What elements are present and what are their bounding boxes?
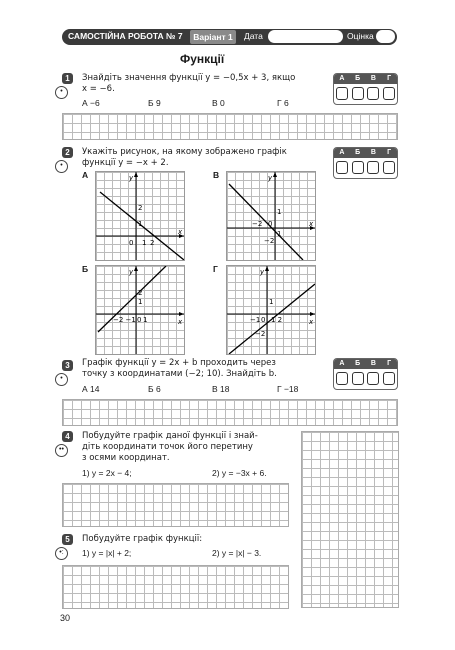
grade-label: Оцінка bbox=[347, 31, 374, 41]
graph-v[interactable] bbox=[226, 171, 316, 261]
option-a[interactable]: А 14 bbox=[82, 384, 100, 394]
option-b[interactable]: Б 9 bbox=[148, 98, 161, 108]
svg-text:2: 2 bbox=[150, 239, 155, 247]
worksheet-title: САМОСТІЙНА РОБОТА № 7 bbox=[68, 31, 183, 41]
graph-a-svg bbox=[96, 172, 184, 260]
graph-b[interactable] bbox=[95, 265, 185, 355]
svg-text:1: 1 bbox=[277, 208, 282, 216]
svg-text:−2 −1: −2 −1 bbox=[113, 316, 136, 324]
svg-text:x: x bbox=[309, 318, 314, 326]
svg-text:−2: −2 bbox=[264, 237, 275, 245]
svg-text:x: x bbox=[178, 318, 183, 326]
grade-field[interactable] bbox=[376, 30, 395, 43]
svg-text:2: 2 bbox=[138, 289, 143, 297]
graph-g[interactable] bbox=[226, 265, 316, 355]
answer-cell[interactable] bbox=[367, 161, 379, 174]
question-number: 4 bbox=[62, 431, 73, 442]
svg-text:0: 0 bbox=[129, 239, 134, 247]
answer-cell[interactable] bbox=[336, 87, 348, 100]
answer-letter: В bbox=[370, 75, 376, 82]
question-number: 5 bbox=[62, 534, 73, 545]
q4-part1: 1) y = 2x − 4; bbox=[82, 468, 132, 478]
question-number: 2 bbox=[62, 147, 73, 158]
option-g[interactable]: Г −18 bbox=[277, 384, 299, 394]
svg-text:1: 1 bbox=[277, 230, 282, 238]
page-number: 30 bbox=[60, 613, 71, 623]
answer-letter: А bbox=[339, 360, 345, 367]
graph-label-b: Б bbox=[82, 264, 89, 274]
difficulty-icon: • bbox=[55, 373, 68, 386]
svg-text:1: 1 bbox=[142, 239, 147, 247]
svg-text:2: 2 bbox=[138, 204, 143, 212]
answer-letter: В bbox=[370, 360, 376, 367]
answer-grid[interactable] bbox=[62, 399, 398, 426]
svg-text:1 2: 1 2 bbox=[271, 316, 283, 324]
difficulty-icon: •• bbox=[55, 444, 68, 457]
answer-grid[interactable] bbox=[62, 565, 289, 609]
answer-cell[interactable] bbox=[336, 372, 348, 385]
question-line: Побудуйте графік даної функції і знай- bbox=[82, 431, 258, 441]
graph-label-g: Г bbox=[213, 264, 218, 274]
svg-text:x: x bbox=[309, 220, 314, 228]
svg-text:1: 1 bbox=[269, 298, 274, 306]
variant-label: Варіант 1 bbox=[193, 32, 233, 42]
question-text bbox=[82, 147, 322, 169]
svg-text:−2: −2 bbox=[252, 220, 263, 228]
svg-text:x: x bbox=[178, 228, 183, 236]
graph-label-a: А bbox=[82, 170, 89, 180]
answer-box[interactable] bbox=[333, 73, 398, 105]
answer-letter: Б bbox=[355, 360, 361, 367]
answer-box[interactable] bbox=[333, 147, 398, 179]
svg-text:0: 0 bbox=[137, 316, 142, 324]
answer-letter: Г bbox=[387, 75, 392, 82]
svg-text:−2: −2 bbox=[255, 330, 266, 338]
option-b[interactable]: Б 6 bbox=[148, 384, 161, 394]
answer-cell[interactable] bbox=[383, 87, 395, 100]
difficulty-icon: •: bbox=[55, 547, 68, 560]
svg-text:y: y bbox=[129, 268, 134, 276]
answer-letter: В bbox=[370, 149, 376, 156]
plot-grid[interactable] bbox=[301, 431, 399, 608]
answer-cell[interactable] bbox=[352, 87, 364, 100]
answer-letter: Г bbox=[387, 149, 392, 156]
q5-part1: 1) y = |x| + 2; bbox=[82, 548, 132, 558]
svg-text:y: y bbox=[260, 268, 265, 276]
answer-box[interactable] bbox=[333, 358, 398, 390]
question-text bbox=[82, 73, 322, 95]
section-title: Функції bbox=[180, 52, 225, 66]
graph-v-svg bbox=[227, 172, 315, 260]
answer-letter: Г bbox=[387, 360, 392, 367]
answer-cell[interactable] bbox=[352, 161, 364, 174]
question-line: Знайдіть значення функції y = −0,5x + 3, якщо bbox=[82, 73, 296, 83]
difficulty-icon: • bbox=[55, 160, 68, 173]
svg-text:y: y bbox=[268, 174, 273, 182]
graph-g-svg bbox=[227, 266, 315, 354]
q4-part2: 2) y = −3x + 6. bbox=[212, 468, 267, 478]
answer-cell[interactable] bbox=[352, 372, 364, 385]
question-number: 3 bbox=[62, 360, 73, 371]
answer-cell[interactable] bbox=[367, 87, 379, 100]
answer-letter: А bbox=[339, 75, 345, 82]
svg-text:1: 1 bbox=[138, 220, 143, 228]
difficulty-icon: • bbox=[55, 86, 68, 99]
question-text bbox=[82, 358, 322, 380]
option-g[interactable]: Г 6 bbox=[277, 98, 289, 108]
answer-letter: Б bbox=[355, 149, 361, 156]
graph-b-svg bbox=[96, 266, 184, 354]
svg-text:−1: −1 bbox=[250, 316, 261, 324]
svg-text:0: 0 bbox=[268, 220, 273, 228]
graph-a[interactable] bbox=[95, 171, 185, 261]
option-v[interactable]: В 18 bbox=[212, 384, 230, 394]
svg-text:0: 0 bbox=[261, 316, 266, 324]
answer-cell[interactable] bbox=[336, 161, 348, 174]
question-line: Графік функції y = 2x + b проходить через bbox=[82, 358, 276, 368]
answer-grid[interactable] bbox=[62, 483, 289, 527]
question-line: з осями координат. bbox=[82, 453, 170, 463]
question-number: 1 bbox=[62, 73, 73, 84]
svg-text:1: 1 bbox=[143, 316, 148, 324]
answer-cell[interactable] bbox=[367, 372, 379, 385]
graph-label-v: В bbox=[213, 170, 220, 180]
answer-cell[interactable] bbox=[383, 161, 395, 174]
question-line: функції y = −x + 2. bbox=[82, 158, 169, 168]
question-line: x = −6. bbox=[82, 84, 115, 94]
option-a[interactable]: А −6 bbox=[82, 98, 100, 108]
question-line: Побудуйте графік функції: bbox=[82, 534, 203, 544]
svg-text:1: 1 bbox=[138, 298, 143, 306]
question-line: Укажіть рисунок, на якому зображено графік bbox=[82, 147, 287, 157]
question-text bbox=[82, 534, 292, 545]
date-field[interactable] bbox=[268, 30, 343, 43]
option-v[interactable]: В 0 bbox=[212, 98, 225, 108]
q5-part2: 2) y = |x| − 3. bbox=[212, 548, 262, 558]
answer-grid[interactable] bbox=[62, 113, 398, 140]
question-line: точку з координатами (−2; 10). Знайдіть b. bbox=[82, 369, 277, 379]
question-line: діть координати точок його перетину bbox=[82, 442, 253, 452]
answer-letter: А bbox=[339, 149, 345, 156]
answer-letter: Б bbox=[355, 75, 361, 82]
date-label: Дата bbox=[244, 31, 263, 41]
answer-cell[interactable] bbox=[383, 372, 395, 385]
svg-text:y: y bbox=[129, 174, 134, 182]
variant-badge bbox=[190, 30, 236, 44]
question-text bbox=[82, 431, 292, 464]
